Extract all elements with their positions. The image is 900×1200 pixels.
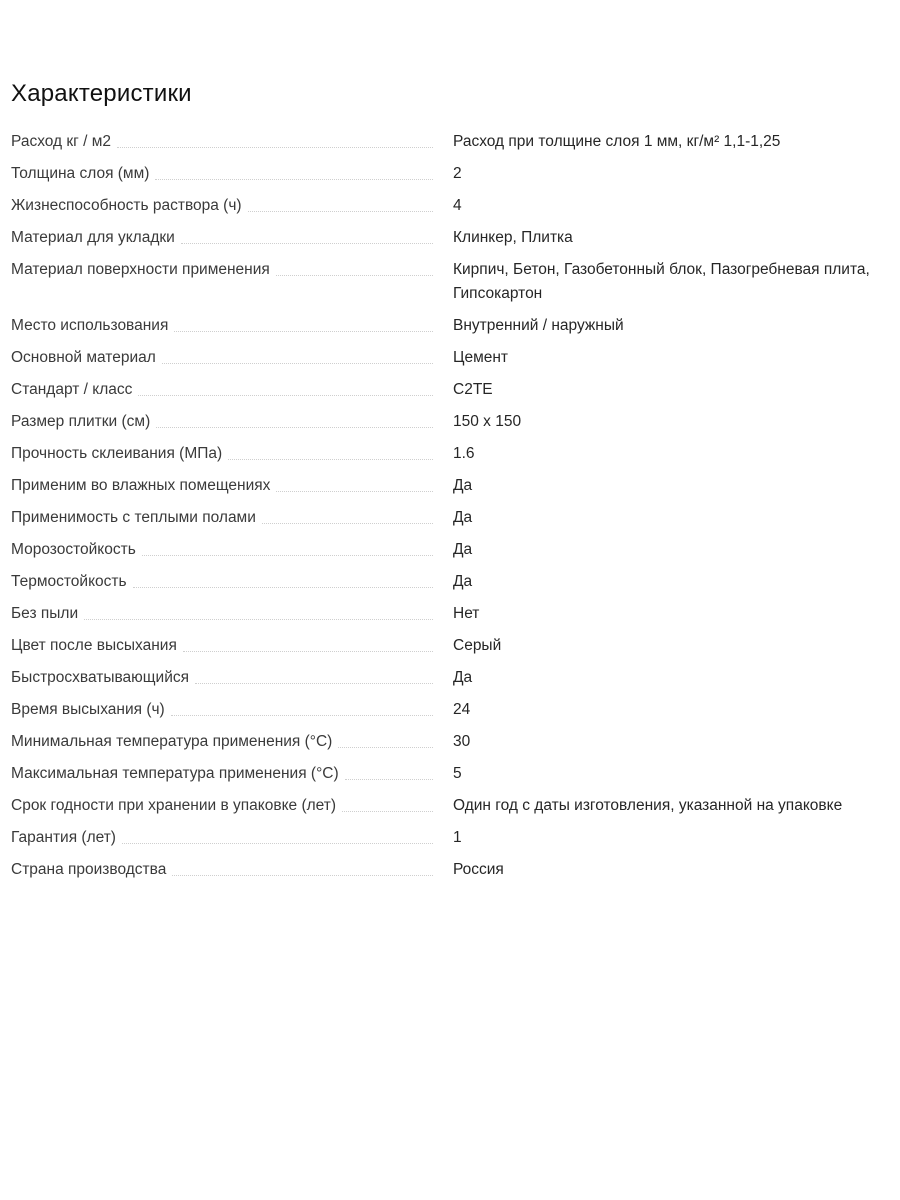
- spec-value: Да: [453, 541, 473, 558]
- dotted-leader: [248, 194, 433, 212]
- dotted-leader: [156, 410, 433, 428]
- spec-value: Цемент: [453, 349, 509, 366]
- spec-name: Без пыли: [11, 605, 79, 622]
- spec-row: [11, 666, 891, 690]
- spec-row: [11, 194, 891, 218]
- dotted-leader: [138, 378, 433, 396]
- spec-value: Клинкер, Плитка: [453, 229, 573, 246]
- spec-row: [11, 538, 891, 562]
- spec-row: [11, 258, 891, 306]
- dotted-leader: [183, 634, 433, 652]
- dotted-leader: [338, 730, 433, 748]
- spec-value: C2TE: [453, 381, 493, 398]
- spec-value: Один год с даты изготовления, указанной на упаковке: [453, 797, 843, 814]
- spec-name: Быстросхватывающийся: [11, 669, 190, 686]
- spec-row: [11, 474, 891, 498]
- spec-value: 2: [453, 165, 462, 182]
- spec-name: Место использования: [11, 317, 169, 334]
- spec-name: Термостойкость: [11, 573, 127, 590]
- spec-value: 24: [453, 701, 471, 718]
- dotted-leader: [342, 794, 433, 812]
- spec-name: Материал для укладки: [11, 229, 175, 246]
- spec-name: Материал поверхности применения: [11, 261, 270, 278]
- dotted-leader: [142, 538, 433, 556]
- dotted-leader: [262, 506, 433, 524]
- specs-list: [11, 130, 891, 890]
- dotted-leader: [84, 602, 433, 620]
- spec-row: [11, 858, 891, 882]
- dotted-leader: [162, 346, 433, 364]
- spec-row: [11, 826, 891, 850]
- spec-name: Толщина слоя (мм): [11, 165, 150, 182]
- spec-value: 5: [453, 765, 462, 782]
- spec-row: [11, 730, 891, 754]
- spec-row: [11, 506, 891, 530]
- dotted-leader: [122, 826, 433, 844]
- spec-name: Стандарт / класс: [11, 381, 133, 398]
- dotted-leader: [195, 666, 433, 684]
- spec-name: Прочность склеивания (МПа): [11, 445, 223, 462]
- spec-value: Да: [453, 669, 473, 686]
- spec-row: [11, 762, 891, 786]
- spec-row: [11, 698, 891, 722]
- spec-row: [11, 794, 891, 818]
- spec-row: [11, 634, 891, 658]
- dotted-leader: [228, 442, 433, 460]
- dotted-leader: [117, 130, 433, 148]
- spec-name: Гарантия (лет): [11, 829, 116, 846]
- spec-row: [11, 442, 891, 466]
- dotted-leader: [155, 162, 433, 180]
- spec-value: Да: [453, 477, 473, 494]
- spec-name: Жизнеспособность раствора (ч): [11, 197, 242, 214]
- page-title: Характеристики: [11, 80, 192, 107]
- spec-row: [11, 346, 891, 370]
- spec-value: Расход при толщине слоя 1 мм, кг/м² 1,1-1,25: [453, 133, 781, 150]
- spec-name: Размер плитки (см): [11, 413, 151, 430]
- spec-row: [11, 314, 891, 338]
- spec-value: Да: [453, 509, 473, 526]
- dotted-leader: [133, 570, 433, 588]
- spec-value: 1: [453, 829, 462, 846]
- spec-value: 30: [453, 733, 471, 750]
- spec-value: 150 x 150: [453, 413, 522, 430]
- dotted-leader: [172, 858, 433, 876]
- spec-name: Время высыхания (ч): [11, 701, 165, 718]
- spec-name: Максимальная температура применения (°C): [11, 765, 339, 782]
- spec-row: [11, 410, 891, 434]
- dotted-leader: [345, 762, 433, 780]
- spec-row: [11, 570, 891, 594]
- spec-value: Кирпич, Бетон, Газобетонный блок, Пазогребневая плита, Гипсокартон: [453, 261, 870, 302]
- spec-row: [11, 162, 891, 186]
- spec-value: Да: [453, 573, 473, 590]
- spec-name: Минимальная температура применения (°C): [11, 733, 333, 750]
- spec-value: 1.6: [453, 445, 475, 462]
- dotted-leader: [276, 258, 433, 276]
- spec-name: Цвет после высыхания: [11, 637, 177, 654]
- dotted-leader: [174, 314, 433, 332]
- spec-row: [11, 378, 891, 402]
- spec-value: 4: [453, 197, 462, 214]
- spec-name: Срок годности при хранении в упаковке (лет): [11, 797, 337, 814]
- dotted-leader: [276, 474, 433, 492]
- spec-value: Нет: [453, 605, 480, 622]
- spec-name: Основной материал: [11, 349, 156, 366]
- spec-name: Расход кг / м2: [11, 133, 112, 150]
- spec-name: Морозостойкость: [11, 541, 136, 558]
- spec-row: [11, 226, 891, 250]
- spec-name: Страна производства: [11, 861, 167, 878]
- spec-value: Серый: [453, 637, 502, 654]
- dotted-leader: [171, 698, 433, 716]
- spec-value: Россия: [453, 861, 504, 878]
- spec-name: Применимость с теплыми полами: [11, 509, 256, 526]
- spec-name: Применим во влажных помещениях: [11, 477, 271, 494]
- spec-row: [11, 130, 891, 154]
- spec-row: [11, 602, 891, 626]
- dotted-leader: [181, 226, 433, 244]
- spec-value: Внутренний / наружный: [453, 317, 624, 334]
